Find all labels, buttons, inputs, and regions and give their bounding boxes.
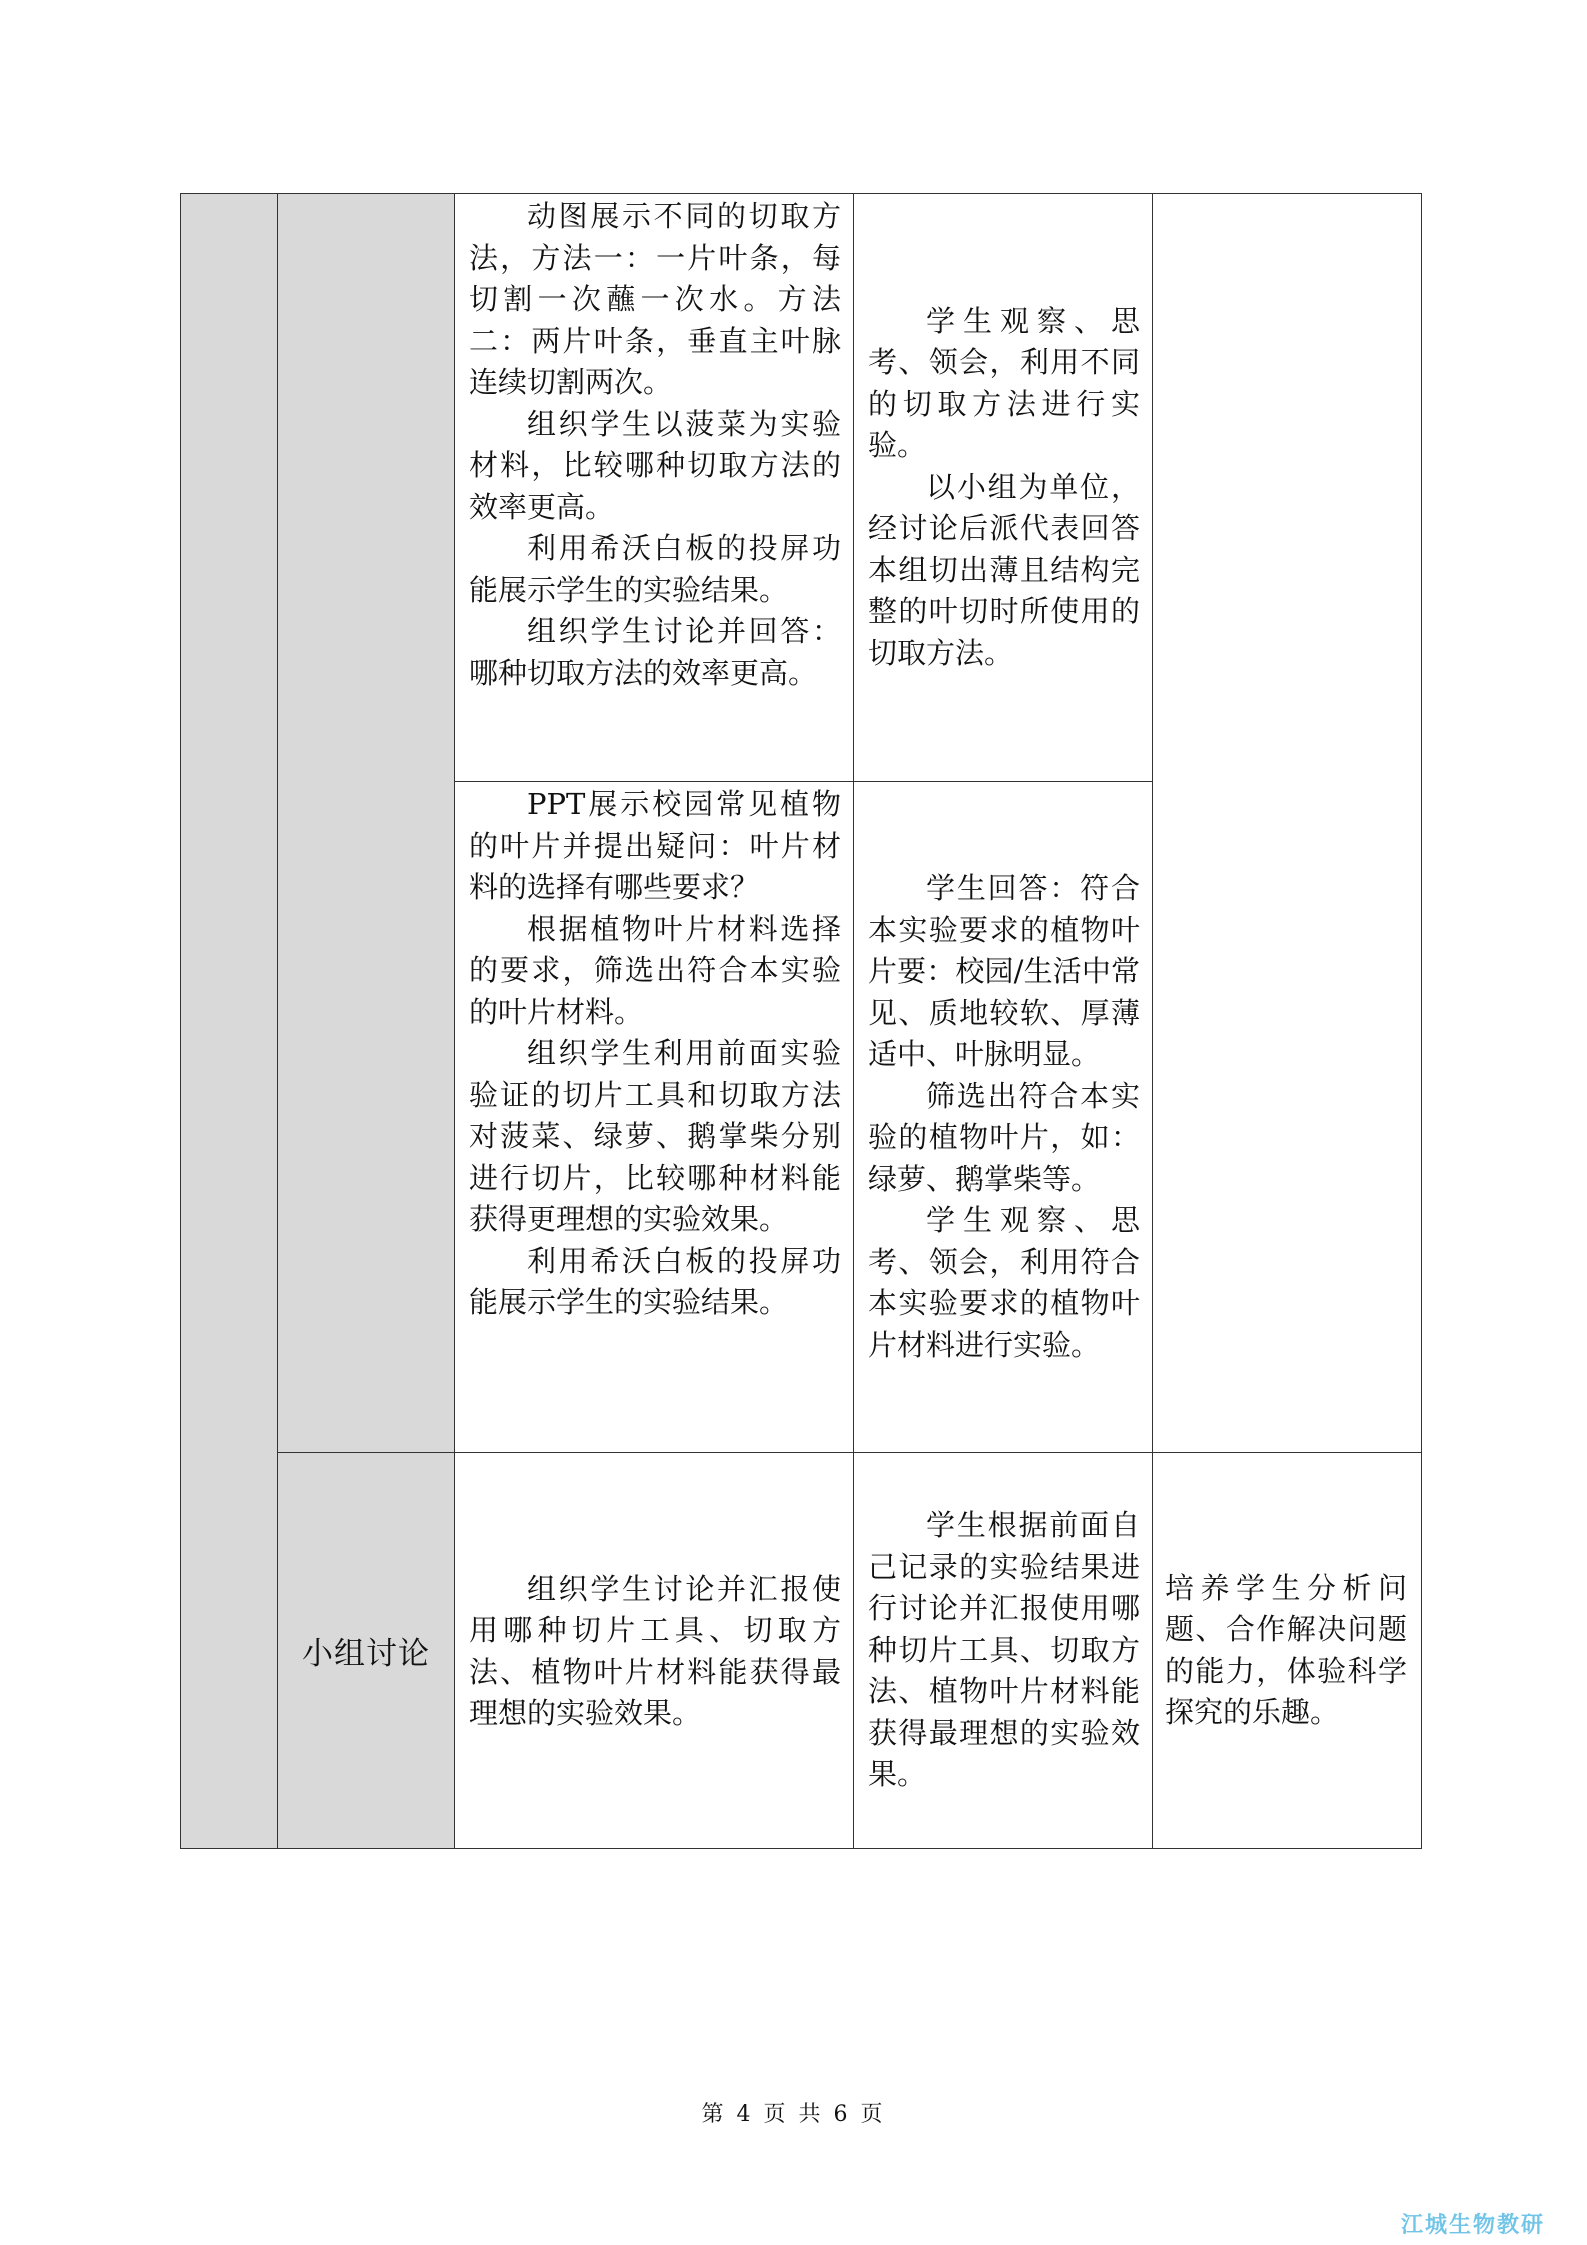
design-intent-cell (1153, 1453, 1422, 1849)
table-row (181, 194, 1422, 782)
paragraph: 利用希沃白板的投屏功能展示学生的实验结果。 (469, 531, 841, 607)
student-activity-cell (854, 194, 1153, 782)
teacher-activity-text (455, 1567, 853, 1735)
paragraph: 组织学生利用前面实验验证的切片工具和切取方法对菠菜、绿萝、鹅掌柴分别进行切片，比较哪种材料能获得更理想的实验效果。 (469, 1036, 841, 1236)
teacher-activity-text (455, 782, 853, 1324)
paragraph: 组织学生讨论并汇报使用哪种切片工具、切取方法、植物叶片材料能获得最理想的实验效果。 (469, 1571, 841, 1730)
teacher-activity-text (455, 194, 853, 694)
stage-cell (278, 1453, 455, 1849)
paragraph: 动图展示不同的切取方法，方法一：一片叶条，每切割一次蘸一次水。方法二：两片叶条，垂直主叶脉连续切割两次。 (469, 199, 841, 399)
stage-label: 小组讨论 (302, 1636, 430, 1672)
design-intent-cell-empty (1153, 194, 1422, 1453)
paragraph: 学生根据前面自己记录的实验结果进行讨论并汇报使用哪种切片工具、切取方法、植物叶片材料能获得最理想的实验效果。 (868, 1508, 1140, 1792)
paragraph: 学生回答：符合本实验要求的植物叶片要：校园/生活中常见、质地较软、厚薄适中、叶脉明显。 (868, 871, 1140, 1071)
paragraph: 学生观察、思考、领会，利用符合本实验要求的植物叶片材料进行实验。 (868, 1203, 1140, 1362)
student-activity-text (854, 1505, 1152, 1796)
student-activity-cell (854, 782, 1153, 1453)
paragraph: 以小组为单位，经讨论后派代表回答本组切出薄且结构完整的叶切时所使用的切取方法。 (868, 469, 1140, 670)
paragraph: 利用希沃白板的投屏功能展示学生的实验结果。 (469, 1243, 841, 1319)
paragraph: 筛选出符合本实验的植物叶片，如：绿萝、鹅掌柴等。 (868, 1078, 1140, 1196)
student-activity-text (854, 301, 1152, 675)
page-number: 第 4 页 共 6 页 (701, 2102, 886, 2127)
paragraph: 组织学生讨论并回答：哪种切取方法的效率更高。 (469, 614, 841, 690)
phase-column-cell (181, 194, 278, 1849)
teacher-activity-cell (455, 194, 854, 782)
watermark: 江城生物教研 (1400, 2213, 1545, 2238)
paragraph: 组织学生以菠菜为实验材料，比较哪种切取方法的效率更高。 (469, 406, 841, 524)
student-activity-text (854, 868, 1152, 1366)
design-intent-text: 培养学生分析问题、合作解决问题的能力，体验科学探究的乐趣。 (1165, 1570, 1407, 1729)
paragraph: 学生观察、思考、领会，利用不同的切取方法进行实验。 (868, 303, 1140, 463)
paragraph: 根据植物叶片材料选择的要求，筛选出符合本实验的叶片材料。 (469, 911, 841, 1029)
teacher-activity-cell (455, 782, 854, 1453)
teacher-activity-cell (455, 1453, 854, 1849)
paragraph: PPT展示校园常见植物的叶片并提出疑问：叶片材料的选择有哪些要求？ (469, 787, 841, 904)
lesson-plan-table (180, 193, 1422, 1849)
stage-cell-empty (278, 194, 455, 1453)
student-activity-cell (854, 1453, 1153, 1849)
table-row (181, 1453, 1422, 1849)
